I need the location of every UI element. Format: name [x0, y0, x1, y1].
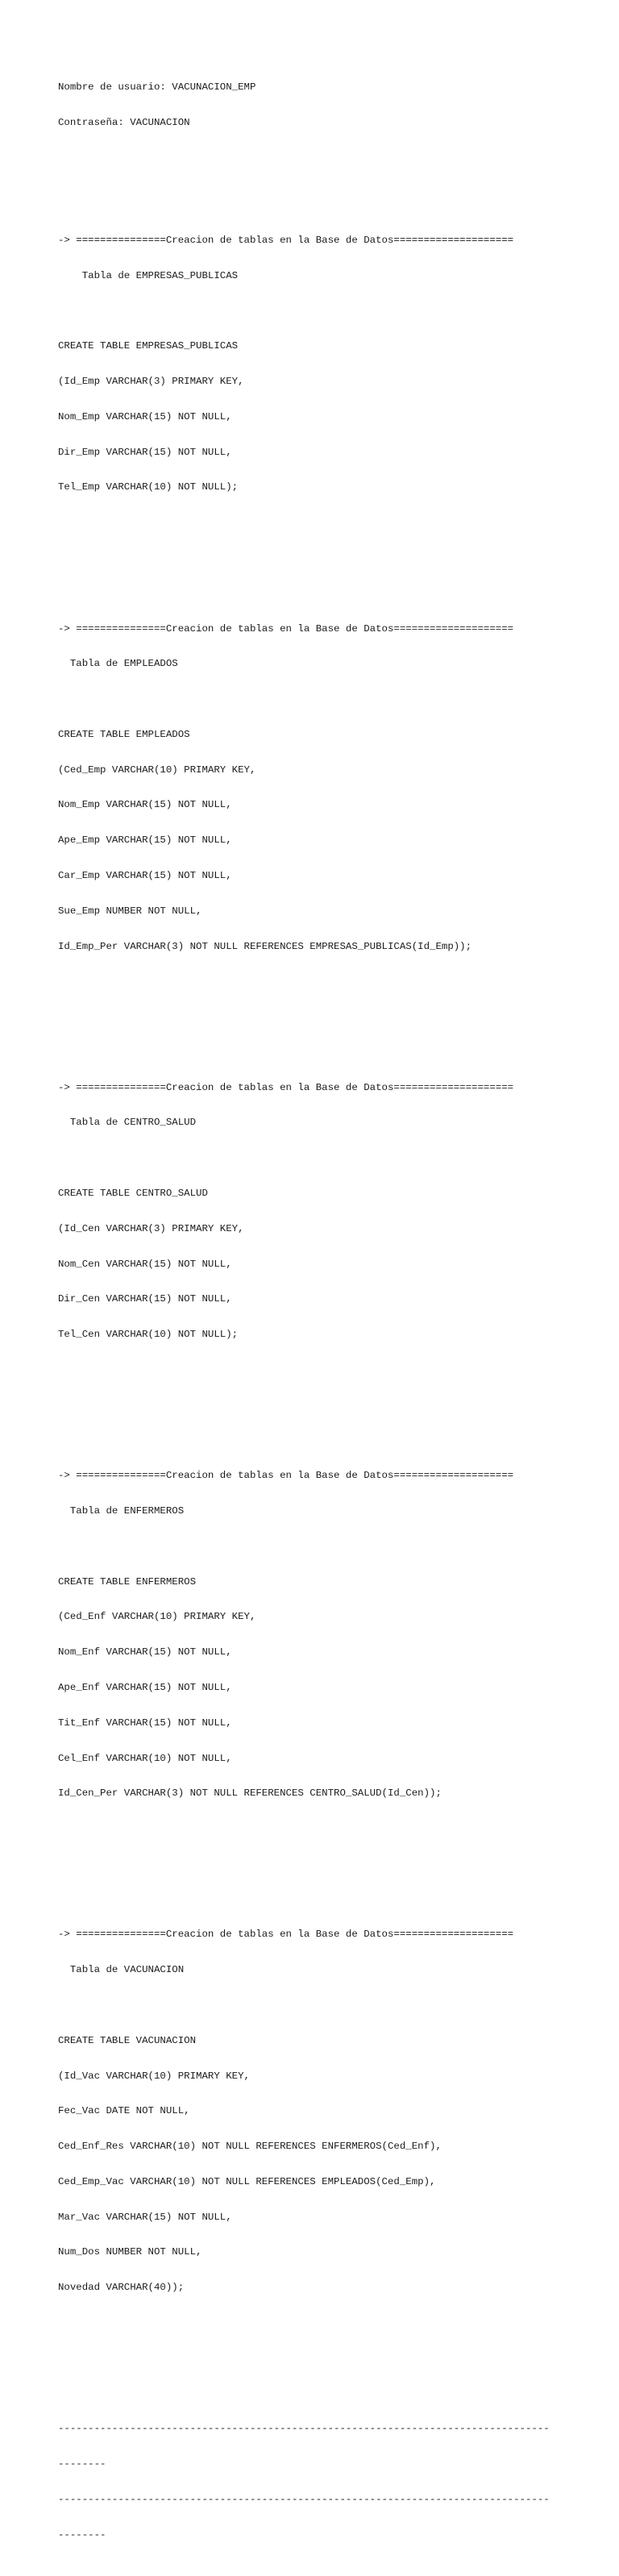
section-banner: -> ===============Creacion de tablas en la Base de Datos==================== — [58, 622, 514, 635]
spacer — [58, 1823, 590, 1835]
section-subtitle: Tabla de EMPRESAS_PUBLICAS — [58, 269, 239, 281]
spacer — [58, 1364, 590, 1376]
dash-rule: ---------------------------------------------------------------------------------- — [58, 2493, 550, 2505]
sql-line: Dir_Emp VARCHAR(15) NOT NULL, — [58, 446, 232, 458]
sql-line: Num_Dos NUMBER NOT NULL, — [58, 2246, 202, 2258]
spacer — [58, 2317, 590, 2329]
section-banner: -> ===============Creacion de tablas en la Base de Datos==================== — [58, 234, 514, 246]
table-section — [58, 1905, 590, 2353]
sql-line: Car_Emp VARCHAR(15) NOT NULL, — [58, 869, 232, 881]
section-subtitle: Tabla de CENTRO_SALUD — [58, 1117, 197, 1129]
footer-rules — [58, 2399, 590, 2564]
sql-line: (Id_Cen VARCHAR(3) PRIMARY KEY, — [58, 1222, 244, 1234]
dash-rule: -------- — [58, 2458, 106, 2470]
sql-line: Mar_Vac VARCHAR(15) NOT NULL, — [58, 2211, 232, 2223]
sql-line: Nom_Emp VARCHAR(15) NOT NULL, — [58, 799, 232, 811]
sql-line: (Id_Emp VARCHAR(3) PRIMARY KEY, — [58, 376, 244, 388]
sql-line: Id_Emp_Per VARCHAR(3) NOT NULL REFERENCES EMPRESAS_PUBLICAS(Id_Emp)); — [58, 940, 472, 952]
section-banner: -> ===============Creacion de tablas en la Base de Datos==================== — [58, 1081, 514, 1093]
table-section — [58, 1446, 590, 1858]
sql-line: Ced_Emp_Vac VARCHAR(10) NOT NULL REFERENCES EMPLEADOS(Ced_Emp), — [58, 2175, 436, 2187]
sql-line: Novedad VARCHAR(40)); — [58, 2282, 185, 2294]
sql-line: CREATE TABLE EMPLEADOS — [58, 728, 190, 740]
sql-line: Fec_Vac DATE NOT NULL, — [58, 2105, 190, 2117]
document-page — [58, 58, 590, 2576]
sql-line: Cel_Enf VARCHAR(10) NOT NULL, — [58, 1752, 232, 1764]
sql-line: CREATE TABLE EMPRESAS_PUBLICAS — [58, 340, 239, 352]
table-section — [58, 599, 590, 1011]
spacer — [58, 305, 590, 317]
sql-line: Tel_Cen VARCHAR(10) NOT NULL); — [58, 1329, 239, 1341]
dash-rule: -------- — [58, 2528, 106, 2541]
table-section — [58, 1058, 590, 1399]
sql-line: (Ced_Enf VARCHAR(10) PRIMARY KEY, — [58, 1611, 256, 1623]
password-line: Contraseña: VACUNACION — [58, 116, 190, 128]
sql-line: CREATE TABLE CENTRO_SALUD — [58, 1188, 208, 1199]
spacer — [58, 1152, 590, 1164]
sql-line: Dir_Cen VARCHAR(15) NOT NULL, — [58, 1293, 232, 1305]
sql-line: (Id_Vac VARCHAR(10) PRIMARY KEY, — [58, 2070, 250, 2082]
sql-line: Tit_Enf VARCHAR(15) NOT NULL, — [58, 1717, 232, 1729]
sql-line: Nom_Emp VARCHAR(15) NOT NULL, — [58, 410, 232, 422]
sql-line: Tel_Emp VARCHAR(10) NOT NULL); — [58, 481, 239, 493]
sql-line: Ape_Emp VARCHAR(15) NOT NULL, — [58, 834, 232, 847]
section-subtitle: Tabla de EMPLEADOS — [58, 658, 178, 670]
section-banner: -> ===============Creacion de tablas en la Base de Datos==================== — [58, 1929, 514, 1941]
sql-line: (Ced_Emp VARCHAR(10) PRIMARY KEY, — [58, 764, 256, 776]
section-banner: -> ===============Creacion de tablas en la Base de Datos==================== — [58, 1470, 514, 1482]
sql-line: Sue_Emp NUMBER NOT NULL, — [58, 905, 202, 917]
spacer — [58, 1541, 590, 1553]
spacer — [58, 517, 590, 529]
table-section — [58, 211, 590, 552]
sql-line: Ced_Enf_Res VARCHAR(10) NOT NULL REFERENCES ENFERMEROS(Ced_Enf), — [58, 2141, 442, 2153]
spacer — [58, 976, 590, 988]
sql-line: CREATE TABLE VACUNACION — [58, 2034, 197, 2046]
spacer — [58, 2000, 590, 2012]
spacer — [58, 693, 590, 705]
dash-rule: ---------------------------------------------------------------------------------- — [58, 2423, 550, 2435]
sql-line: CREATE TABLE ENFERMEROS — [58, 1575, 197, 1588]
sql-line: Nom_Enf VARCHAR(15) NOT NULL, — [58, 1646, 232, 1658]
username-line: Nombre de usuario: VACUNACION_EMP — [58, 81, 256, 94]
sql-line: Nom_Cen VARCHAR(15) NOT NULL, — [58, 1258, 232, 1270]
sql-line: Ape_Enf VARCHAR(15) NOT NULL, — [58, 1681, 232, 1693]
section-subtitle: Tabla de VACUNACION — [58, 1964, 185, 1976]
spacer — [58, 152, 590, 164]
sql-line: Id_Cen_Per VARCHAR(3) NOT NULL REFERENCES CENTRO_SALUD(Id_Cen)); — [58, 1787, 442, 1800]
section-subtitle: Tabla de ENFERMEROS — [58, 1505, 185, 1517]
